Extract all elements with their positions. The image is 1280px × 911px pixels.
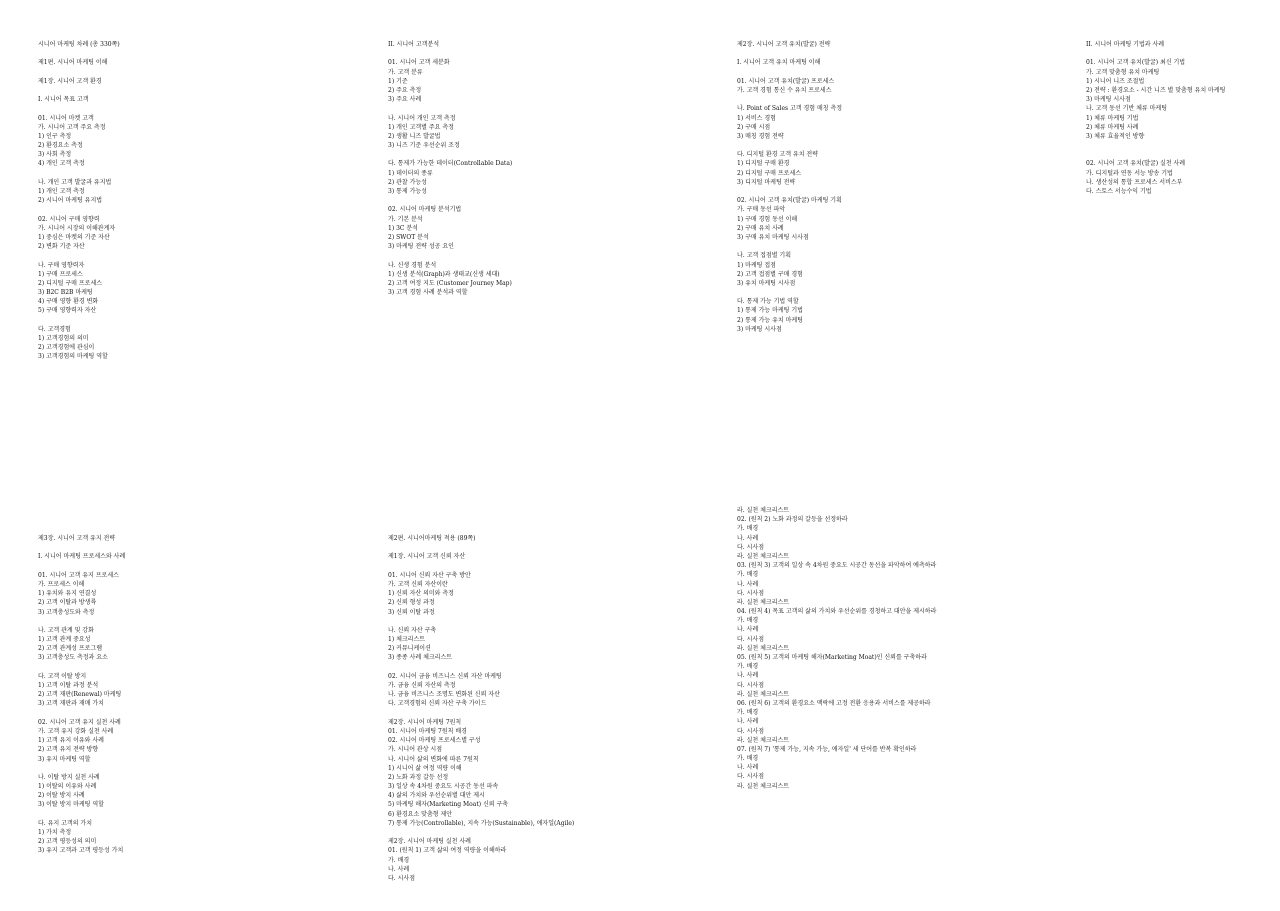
toc-line: 나. 고객 동선 기반 체류 마케팅	[1086, 105, 1167, 113]
toc-line: 1) 개인 고객 측정	[38, 188, 85, 195]
toc-line: 2) 고객 평등성의 의미	[38, 838, 97, 846]
toc-line: 3) 유지 마케팅 역할	[38, 755, 91, 763]
toc-line: 05. (원칙 5) 고객의 마케팅 해자(Marketing Moat)인 신뢰를 구축하라	[737, 654, 927, 661]
toc-line: 4) 개인 고객 측정	[38, 160, 85, 168]
toc-line: 3) 마케팅 시사점	[737, 325, 782, 333]
toc-line: 2) 주요 측정	[388, 86, 422, 94]
toc-line: 4) 구매 영향 환경 변화	[38, 298, 99, 306]
toc-line: 1) 고객 이탈 과정 분석	[38, 682, 99, 689]
blank-line	[1086, 49, 1225, 58]
toc-line: 가. 배경	[737, 525, 759, 533]
blank-line	[38, 49, 120, 58]
toc-line: 01. 시니어 신뢰 자산 구축 방안	[388, 571, 471, 579]
blank-line	[388, 828, 574, 837]
toc-line: I. 시니어 고객 유치 마케팅 이해	[737, 59, 821, 67]
blank-line	[38, 810, 125, 819]
toc-line: 5) 마케팅 해자(Marketing Moat) 신뢰 구축	[388, 801, 509, 809]
toc-line: 3) 매칭 경험 전략	[737, 132, 784, 140]
toc-line: 나. 신생 경험 분석	[388, 261, 437, 269]
toc-line: 나. 생산성의 통합 프로세스 서비스부	[1086, 178, 1183, 186]
toc-line: 02. 시니어 마케팅 프로세스별 구성	[388, 737, 481, 745]
blank-line	[737, 68, 842, 77]
toc-line: 나. 사례	[737, 718, 759, 726]
toc-line: 1) 시니어 니즈 조절법	[1086, 77, 1145, 85]
toc-line: 라. 실천 체크리스트	[737, 690, 790, 698]
toc-line: 2) SWOT 분석	[388, 233, 429, 241]
toc-line: 제2장. 시니어 마케팅 실천 사례	[388, 838, 471, 846]
blank-line	[737, 187, 842, 196]
blank-line	[38, 68, 120, 77]
col-7	[737, 506, 936, 791]
blank-line	[38, 663, 125, 672]
toc-line: 2) 관찰 가능성	[388, 178, 427, 186]
toc-line: 3) 고객 재판과 재매 가치	[38, 700, 104, 708]
toc-line: 1) 유치와 유지 연결성	[38, 590, 97, 598]
toc-line: 06. (원칙 6) 고객의 환경요소 맥락에 고정 전환 응용과 서비스를 제공하라	[737, 699, 931, 707]
toc-line: 나. 고객 접점별 기획	[737, 252, 791, 260]
toc-line: 02. (원칙 2) 노화 과정의 갈등을 선정하라	[737, 516, 848, 524]
toc-line: 3) 사회 측정	[38, 151, 72, 159]
toc-line: 다. 시사점	[388, 874, 415, 882]
toc-line: 라. 실천 체크리스트	[737, 552, 790, 560]
blank-line	[388, 562, 574, 571]
toc-line: 3) 주요 사례	[388, 96, 422, 104]
toc-line: 다. 스토스 서능수익 기법	[1086, 188, 1152, 195]
toc-line: 3) 종종 사례 체크리스트	[388, 654, 453, 662]
toc-line: 2) 디지털 구매 프로세스	[737, 169, 802, 177]
toc-line: 1) 구매 프로세스	[38, 270, 83, 278]
toc-line: 2) 노화 과정 갈등 선정	[388, 773, 449, 781]
toc-line: 제3장. 시니어 고객 유지 전략	[38, 535, 116, 542]
toc-line: 가. 구매 동선 파악	[737, 206, 786, 214]
toc-line: 1) 구매 경험 동선 이해	[737, 215, 798, 223]
toc-line: 3) 고객충성도 측정과 요소	[38, 654, 108, 662]
toc-line: 다. 디지털 환경 고객 유치 전략	[737, 151, 818, 159]
toc-line: 3) 유치 마케팅 시사점	[737, 279, 796, 287]
blank-line	[737, 141, 842, 150]
toc-line: 2) 시니어 마케팅 유지법	[38, 197, 103, 205]
toc-line: 나. 시니어 개인 고객 측정	[388, 114, 456, 122]
toc-line: 가. 시니어 고객 주요 측정	[38, 123, 106, 131]
toc-line: 03. (원칙 3) 고객의 일상 속 4차원 중요도 시공간 동선을 파악하여 예측하라	[737, 562, 937, 570]
toc-line: 나. 개인 고객 발굴과 유지법	[38, 178, 112, 186]
col-3	[737, 40, 842, 334]
toc-line: 다. 시사점	[737, 543, 764, 551]
toc-line: 3) 고객 경험 사례 분석과 역할	[388, 289, 468, 297]
blank-line	[38, 86, 120, 95]
toc-line: 01. 시니어 고객 유치(발굴) 최신 기법	[1086, 59, 1186, 67]
blank-line	[38, 316, 120, 325]
blank-line	[737, 242, 842, 251]
toc-line: 2) 환경요소 측정	[38, 142, 83, 150]
toc-line: 가. 프로세스 이해	[38, 580, 85, 588]
toc-line: 2) 고객 이탈과 방생륙	[38, 599, 97, 607]
toc-line: 시니어 마케팅 차례 (총 330쪽)	[38, 41, 120, 48]
blank-line	[38, 169, 120, 178]
toc-line: 다. 통제 가능 기법 역할	[737, 298, 799, 306]
toc-line: 4) 삶의 가치와 우선순위별 대안 제시	[388, 792, 485, 800]
toc-line: 3) 유지 고객과 고객 평등성 가치	[38, 847, 124, 855]
blank-line	[388, 663, 574, 672]
toc-line: 나. 사례	[388, 865, 410, 873]
blank-line	[737, 49, 842, 58]
toc-line: 1) 체류 마케팅 기법	[1086, 114, 1139, 122]
toc-line: I. 시니어 목표 고객	[38, 96, 89, 104]
toc-line: 가. 디지털과 연동 서능 방송 기법	[1086, 169, 1173, 177]
toc-line: 나. Point of Sales 고객 경험 매칭 측정	[737, 105, 843, 113]
toc-line: 1) 마케팅 접점	[737, 261, 776, 269]
toc-line: 나. 사례	[737, 764, 759, 772]
toc-line: 2) 이탈 방지 사례	[38, 792, 85, 800]
toc-line: 02. 시니어 고객 유지 실천 사례	[38, 718, 121, 726]
toc-line: 나. 사례	[737, 534, 759, 542]
col-6	[388, 534, 574, 883]
toc-line: 가. 배경	[737, 617, 759, 625]
toc-line: 2) 디지털 구매 프로세스	[38, 279, 103, 287]
toc-line: II. 시니어 마케팅 기법과 사례	[1086, 41, 1165, 48]
col-2	[388, 40, 512, 297]
toc-line: 다. 시사점	[737, 589, 764, 597]
toc-line: 7) 통제 가능(Controllable), 지속 가능(Sustainable), 애자일(Agile)	[388, 819, 575, 827]
toc-line: 가. 시니어 관상 시점	[388, 746, 442, 754]
toc-line: 01. 시니어 마케팅 7원칙 배경	[388, 727, 467, 735]
toc-line: 1) 신뢰 자산 의미와 측정	[388, 590, 454, 598]
toc-line: 제1장. 시니어 고객 환경	[38, 77, 102, 85]
toc-line: 나. 시니어 삶의 변화에 따른 7원칙	[388, 755, 479, 763]
toc-line: 다. 유지 고객의 가치	[38, 819, 92, 827]
toc-line: 3) 고객충성도와 측정	[38, 608, 95, 616]
toc-line: 1) 중심은 마켓의 기준 자산	[38, 233, 110, 241]
toc-line: 1) 시니어 삶 여정 역량 이해	[388, 764, 462, 772]
toc-line: 2) 고객경험에 관심이	[38, 344, 95, 352]
toc-line: 2) 고객 접점별 구매 경험	[737, 270, 803, 278]
blank-line	[388, 104, 512, 113]
toc-line: 가. 고객 신뢰 자산이란	[388, 580, 448, 588]
toc-line: 다. 시사점	[737, 635, 764, 643]
toc-line: 02. 시니어 금융 비즈니스 신뢰 자산 마케팅	[388, 672, 502, 680]
toc-line: 01. 시니어 마켓 고객	[38, 114, 94, 122]
toc-line: 제1편. 시니어 마케팅 이해	[38, 59, 108, 67]
toc-line: 2) 신뢰 형성 과정	[388, 599, 435, 607]
toc-line: 3) 통제 가능성	[388, 188, 427, 195]
col-5	[38, 534, 125, 856]
toc-line: 2) 변화 기준 자산	[38, 243, 85, 251]
toc-line: 2) 고객 유지 전략 방향	[38, 746, 99, 754]
blank-line	[737, 288, 842, 297]
toc-line: 1) 통제 가능 마케팅 기법	[737, 307, 803, 315]
toc-line: 나. 금융 비즈니스 조명도 변화된 신뢰 자산	[388, 691, 500, 699]
toc-line: I. 시니어 마케팅 프로세스와 사례	[38, 553, 126, 561]
toc-line: 다. 고객경험	[38, 325, 71, 333]
toc-line: 다. 시사점	[737, 681, 764, 689]
blank-line	[1086, 141, 1225, 150]
blank-line	[388, 150, 512, 159]
toc-line: 1) 디지털 구매 환경	[737, 160, 790, 168]
toc-line: 1) 고객경험의 의미	[38, 335, 89, 342]
toc-line: 02. 시니어 마케팅 분석기법	[388, 206, 462, 214]
toc-line: 6) 환경요소 맞춤형 제안	[388, 810, 453, 818]
col-1	[38, 40, 120, 362]
toc-line: 2) 커뮤니케이션	[388, 645, 431, 653]
toc-line: 1) 개인 고객별 주요 측정	[388, 123, 454, 131]
blank-line	[388, 543, 574, 552]
blank-line	[388, 709, 574, 718]
toc-line: 1) 체크리스트	[388, 636, 426, 644]
blank-line	[38, 543, 125, 552]
toc-line: 가. 고객 맞춤형 유치 마케팅	[1086, 68, 1160, 76]
toc-line: 라. 실천 체크리스트	[737, 736, 790, 744]
toc-line: 3) 마케팅 시사점	[1086, 96, 1131, 104]
toc-line: 1) 3C 분석	[388, 224, 418, 232]
toc-line: 2) 구매 시점	[737, 123, 771, 131]
toc-line: 1) 가치 측정	[38, 829, 72, 836]
toc-line: 01. 시니어 고객 유치(발굴) 프로세스	[737, 77, 835, 85]
toc-line: 01. 시니어 고객 세분화	[388, 59, 450, 67]
toc-line: 라. 실천 체크리스트	[737, 598, 790, 606]
toc-line: 02. 시니어 구매 영향력	[38, 215, 100, 223]
toc-line: 나. 고객 관계 및 강화	[38, 626, 94, 634]
toc-line: 나. 이탈 방지 실천 사례	[38, 773, 100, 781]
toc-line: 제1장. 시니어 고객 신뢰 자산	[388, 553, 466, 561]
toc-line: 가. 시니어 시장의 이해관계자	[38, 224, 116, 232]
toc-line: 가. 배경	[737, 571, 759, 579]
toc-line: 01. 시니어 고객 유지 프로세스	[38, 571, 119, 579]
blank-line	[388, 251, 512, 260]
toc-line: 나. 사례	[737, 626, 759, 634]
toc-line: 다. 통제가 가능한 데이터(Controllable Data)	[388, 160, 513, 168]
toc-line: 3) 이탈 방지 마케팅 역할	[38, 801, 104, 809]
toc-line: II. 시니어 고객분석	[388, 41, 440, 48]
toc-line: 제2장. 시니어 고객 유치(발굴) 전략	[737, 41, 831, 48]
toc-line: 나. 신뢰 자산 구축	[388, 626, 437, 634]
toc-line: 다. 고객 이탈 방지	[38, 672, 87, 680]
toc-line: 가. 배경	[737, 709, 759, 717]
toc-line: 라. 실천 체크리스트	[737, 507, 790, 514]
col-4	[1086, 40, 1225, 196]
toc-line: 2) 체류 마케팅 사례	[1086, 123, 1139, 131]
toc-line: 2) 고객 관계성 프로그램	[38, 645, 103, 653]
toc-line: 가. 배경	[388, 856, 410, 864]
blank-line	[1086, 150, 1225, 159]
toc-line: 02. 시니어 고객 유치(발굴) 마케팅 기획	[737, 197, 842, 205]
toc-line: 3) 일상 속 4차원 중요도 시공간 동선 파속	[388, 783, 499, 791]
toc-line: 가. 배경	[737, 755, 759, 763]
toc-line: 2) 전략 : 환경요소 - 시간 니즈 별 맞춤형 유치 마케팅	[1086, 86, 1226, 94]
blank-line	[388, 196, 512, 205]
toc-line: 2) 고객 재판(Renewal) 마케팅	[38, 691, 122, 699]
toc-line: 07. (원칙 7) '통제 가능, 지속 가능, 애자일' 세 단어를 반복 확인하라	[737, 745, 917, 753]
toc-line: 3) B2C B2B 마케팅	[38, 289, 93, 297]
toc-line: 1) 고객 유지 이유와 사례	[38, 737, 104, 745]
blank-line	[737, 95, 842, 104]
toc-line: 나. 사례	[737, 672, 759, 680]
toc-line: 5) 구매 영향력자 자산	[38, 307, 97, 315]
toc-line: 2) 통제 가능 유치 마케팅	[737, 316, 803, 324]
blank-line	[388, 617, 574, 626]
toc-line: 가. 금융 신뢰 자산의 측정	[388, 682, 456, 689]
toc-line: 다. 시사점	[737, 727, 764, 735]
toc-line: 2) 고객 여정 지도 (Customer Journey Map)	[388, 279, 512, 287]
toc-line: 가. 기본 분석	[388, 215, 423, 223]
toc-line: 라. 실천 체크리스트	[737, 782, 790, 790]
blank-line	[38, 709, 125, 718]
toc-line: 02. 시니어 고객 유치(발굴) 실천 사례	[1086, 160, 1186, 168]
toc-line: 다. 시사점	[737, 773, 764, 781]
blank-line	[38, 251, 120, 260]
toc-line: 2) 생활 니즈 발굴법	[388, 132, 441, 140]
toc-line: 나. 구매 영향력자	[38, 261, 85, 269]
toc-line: 3) 니즈 기준 우선순위 조정	[388, 142, 460, 150]
toc-line: 1) 이탈의 이유와 사례	[38, 783, 97, 791]
toc-line: 3) 신뢰 이탈 과정	[388, 608, 435, 616]
toc-line: 3) 체류 효율적인 방향	[1086, 132, 1145, 140]
toc-line: 가. 고객 유지 강화 실천 사례	[38, 727, 114, 735]
toc-line: 2) 구매 유치 사례	[737, 224, 784, 232]
toc-line: 나. 사례	[737, 580, 759, 588]
toc-line: 라. 실천 체크리스트	[737, 644, 790, 652]
toc-line: 가. 고객 분류	[388, 68, 423, 76]
toc-line: 3) 고객경험의 마케팅 역할	[38, 353, 108, 361]
blank-line	[38, 104, 120, 113]
toc-line: 1) 신생 분석(Graph)과 생태교(신생 세대)	[388, 270, 500, 278]
blank-line	[38, 205, 120, 214]
blank-line	[38, 617, 125, 626]
blank-line	[38, 562, 125, 571]
blank-line	[388, 49, 512, 58]
toc-line: 1) 인구 측정	[38, 132, 72, 140]
toc-line: 3) 마케팅 전략 성공 요인	[388, 243, 454, 251]
toc-line: 1) 고객 관계 중요성	[38, 636, 91, 644]
toc-line: 다. 고객경험의 신뢰 자산 구축 가이드	[388, 700, 487, 708]
toc-line: 1) 기준	[388, 77, 408, 85]
toc-line: 04. (원칙 4) 목표 고객의 삶의 가치와 우선순위를 경청하고 대안을 제시하라	[737, 608, 937, 616]
toc-line: 3) 구매 유치 마케팅 시사점	[737, 233, 809, 241]
toc-line: 가. 배경	[737, 663, 759, 671]
toc-line: 1) 서비스 경험	[737, 114, 776, 122]
toc-line: 3) 디지털 마케팅 전략	[737, 178, 796, 186]
toc-line: 제2편. 시니어마케팅 적용 (89쪽)	[388, 535, 476, 542]
toc-line: 1) 데이터의 종류	[388, 169, 433, 177]
toc-line: 가. 고객 경험 통신 수 유치 프로세스	[737, 86, 832, 94]
toc-line: 제2장. 시니어 마케팅 7원칙	[388, 718, 462, 726]
toc-line: 01. (원칙 1) 고객 삶의 여정 역량을 이해하라	[388, 847, 507, 855]
blank-line	[38, 764, 125, 773]
